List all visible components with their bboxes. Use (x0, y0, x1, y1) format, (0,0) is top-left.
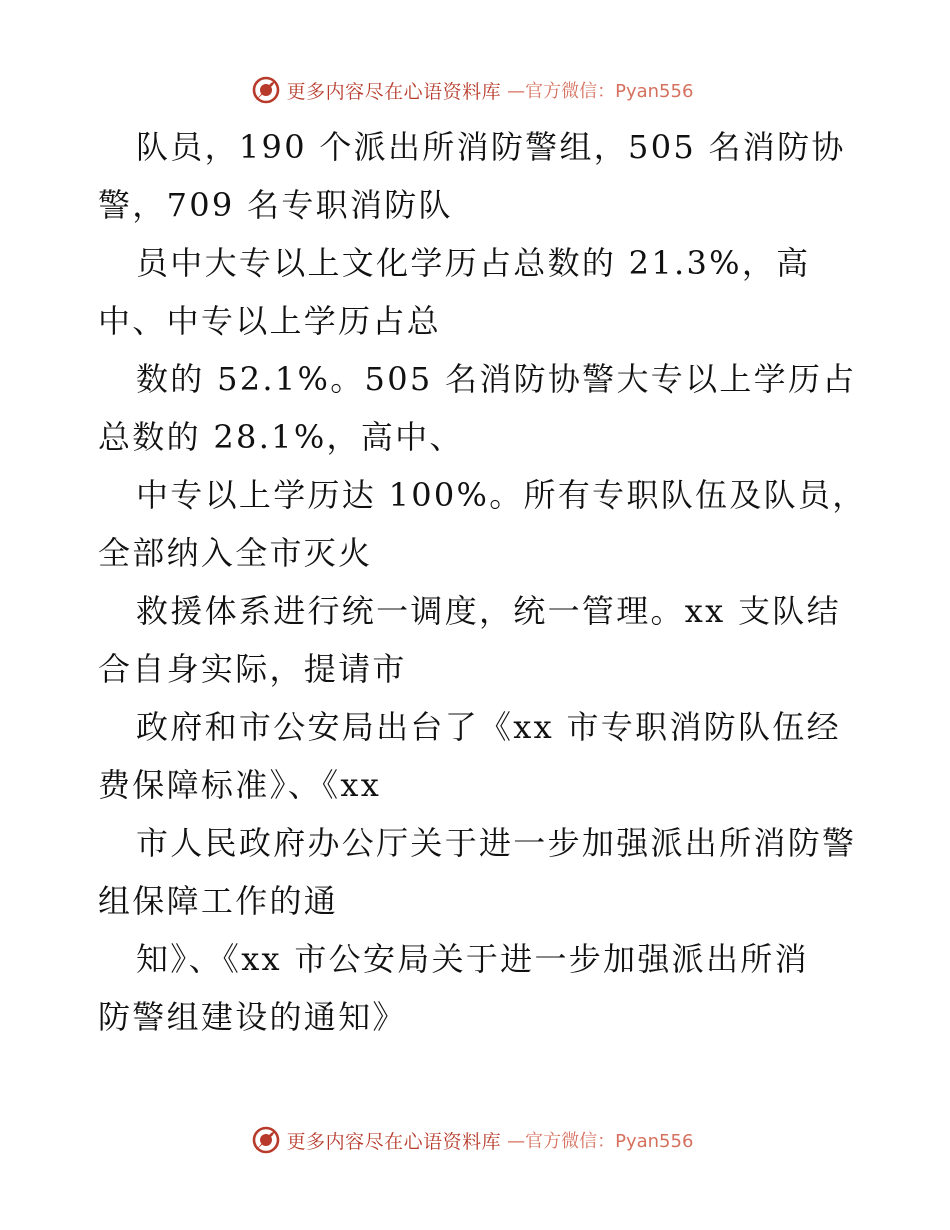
footer-banner (0, 1120, 950, 1160)
paragraph (98, 118, 868, 234)
paragraph-line: 知》、《xx 市公安局关于进一步加强派出所消 (136, 940, 809, 978)
paragraph-line: 组保障工作的通 (98, 882, 339, 920)
paragraph (98, 698, 868, 814)
paragraph-line: 政府和市公安局出台了《xx 市专职消防队伍经 (136, 708, 841, 746)
paragraph (98, 814, 868, 930)
paragraph (98, 582, 868, 698)
paragraph-line: 员中大专以上文化学历占总数的 21.3%，高 (136, 244, 811, 282)
paragraph-line: 市人民政府办公厅关于进一步加强派出所消防警 (136, 824, 857, 862)
paragraph-line: 合自身实际，提请市 (98, 650, 407, 688)
footer-title: 更多内容尽在心语资料库 (286, 1130, 502, 1153)
paragraph (98, 234, 868, 350)
header-banner-content (251, 75, 694, 105)
paragraph (98, 466, 868, 582)
paragraph-line: 总数的 28.1%，高中、 (98, 418, 464, 456)
footer-contact: —官方微信：Pyan556 (507, 1131, 694, 1152)
quill-seal-icon (251, 75, 281, 105)
paragraph (98, 930, 868, 1046)
paragraph-line: 队员，190 个派出所消防警组，505 名消防协 (136, 128, 846, 166)
paragraph-line: 数的 52.1%。505 名消防协警大专以上学历占 (136, 360, 857, 398)
paragraph-line: 防警组建设的通知》 (98, 998, 407, 1036)
paragraph-line: 中、中专以上学历占总 (98, 302, 442, 340)
quill-seal-icon (251, 1125, 281, 1155)
paragraph (98, 350, 868, 466)
footer-banner-content (251, 1125, 694, 1155)
paragraph-line: 警，709 名专职消防队 (98, 186, 453, 224)
header-title: 更多内容尽在心语资料库 (286, 80, 502, 103)
paragraph-line: 中专以上学历达 100%。所有专职队伍及队员， (136, 476, 867, 514)
header-contact: —官方微信：Pyan556 (507, 81, 694, 102)
paragraph-line: 费保障标准》、《xx (98, 766, 382, 804)
paragraph-line: 全部纳入全市灭火 (98, 534, 373, 572)
document-body (98, 118, 868, 1046)
header-banner (0, 70, 950, 110)
paragraph-line: 救援体系进行统一调度，统一管理。xx 支队结 (136, 592, 841, 630)
